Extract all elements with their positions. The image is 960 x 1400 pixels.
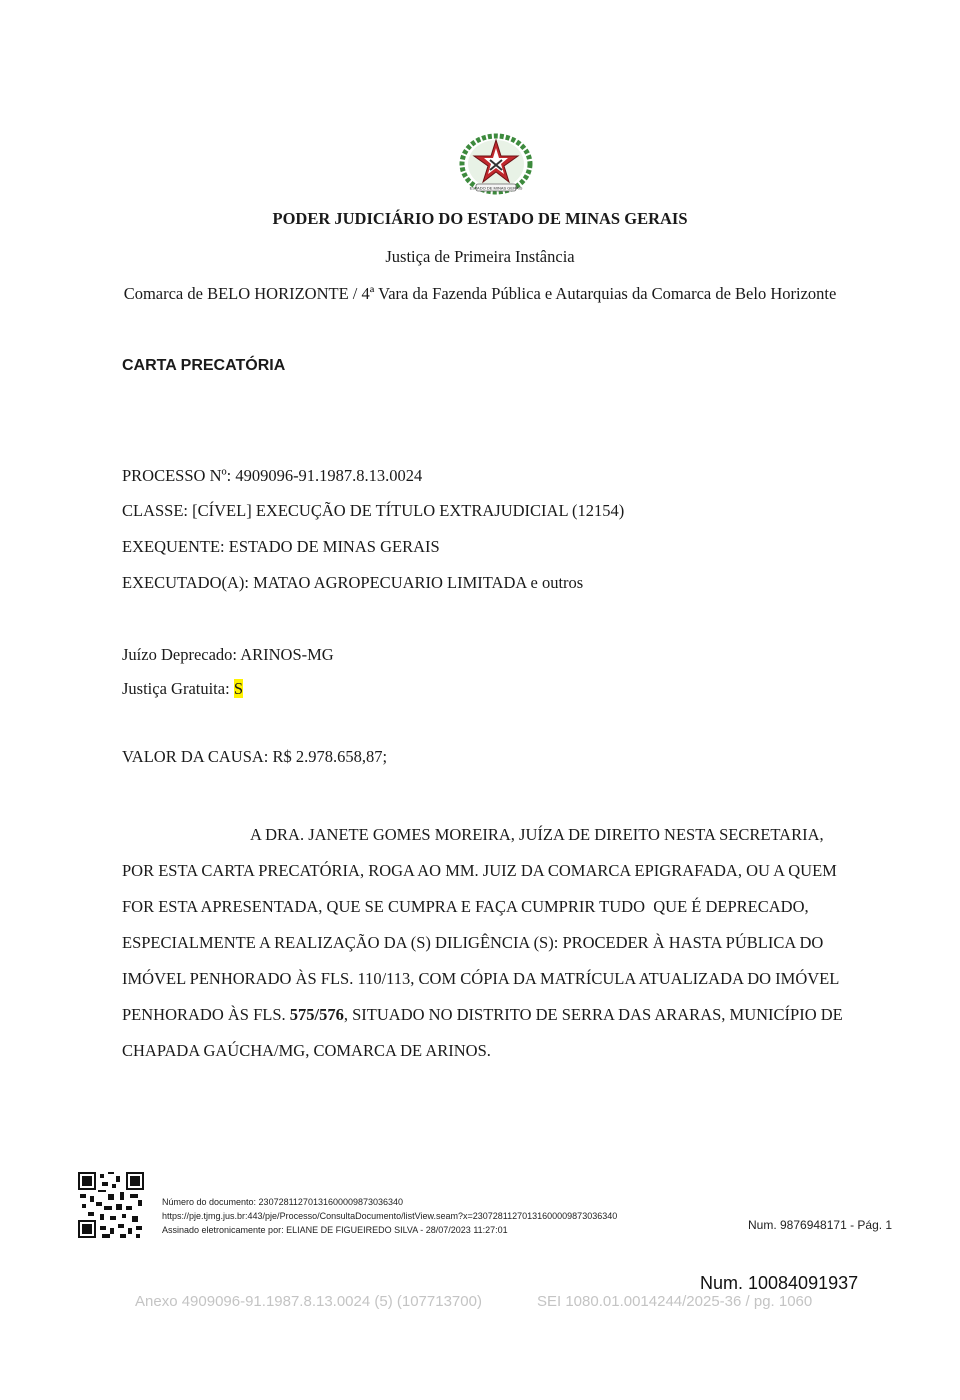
body-line-7: CHAPADA GAÚCHA/MG, COMARCA DE ARINOS.	[122, 1041, 491, 1060]
justica-gratuita-value: S	[233, 679, 243, 698]
process-class: CLASSE: [CÍVEL] EXECUÇÃO DE TÍTULO EXTRAJUDICIAL (12154)	[122, 501, 625, 520]
document-num-stamp: Num. 10084091937	[700, 1273, 859, 1293]
footer-document-number: Número do documento: 23072811270131600009873036340	[162, 1197, 404, 1207]
body-line-6	[122, 1005, 843, 1025]
process-number: PROCESSO Nº: 4909096-91.1987.8.13.0024	[122, 466, 423, 485]
body-line-5: IMÓVEL PENHORADO ÀS FLS. 110/113, COM CÓPIA DA MATRÍCULA ATUALIZADA DO IMÓVEL	[122, 969, 840, 988]
body-line-3: FOR ESTA APRESENTADA, QUE SE CUMPRA E FAÇA CUMPRIR TUDO QUE É DEPRECADO,	[122, 897, 809, 916]
footer-document-url[interactable]: https://pje.tjmg.jus.br:443/pje/Processo/ConsultaDocumento/listView.seam?x=23072811270131600009873036340	[162, 1211, 618, 1221]
watermark-anexo: Anexo 4909096-91.1987.8.13.0024 (5) (107713700)	[135, 1293, 482, 1310]
juizo-deprecado: Juízo Deprecado: ARINOS-MG	[122, 645, 334, 664]
court-subtitle: Justiça de Primeira Instância	[385, 247, 575, 266]
process-executado: EXECUTADO(A): MATAO AGROPECUARIO LIMITADA e outros	[122, 573, 584, 592]
watermark-sei: SEI 1080.01.0014244/2025-36 / pg. 1060	[537, 1293, 813, 1310]
emblem-label: ESTADO DE MINAS GERAIS	[469, 185, 523, 191]
qr-code-icon[interactable]	[78, 1172, 144, 1238]
document-type-heading: CARTA PRECATÓRIA	[122, 357, 286, 374]
court-title: PODER JUDICIÁRIO DO ESTADO DE MINAS GERAIS	[272, 209, 688, 228]
minas-gerais-coat-of-arms-icon	[456, 128, 536, 196]
body-line-6-pre: PENHORADO ÀS FLS.	[122, 1005, 290, 1024]
body-line-1: A DRA. JANETE GOMES MOREIRA, JUÍZA DE DIREITO NESTA SECRETARIA,	[250, 825, 824, 844]
valor-da-causa: VALOR DA CAUSA: R$ 2.978.658,87;	[122, 747, 388, 766]
justica-gratuita	[122, 679, 243, 699]
process-exequente: EXEQUENTE: ESTADO DE MINAS GERAIS	[122, 537, 440, 556]
footer-signature: Assinado eletronicamente por: ELIANE DE FIGUEIREDO SILVA - 28/07/2023 11:27:01	[162, 1225, 508, 1235]
body-line-6-pages: 575/576	[289, 1005, 344, 1024]
body-line-6-post: , SITUADO NO DISTRITO DE SERRA DAS ARARAS, MUNICÍPIO DE	[343, 1005, 843, 1024]
court-comarca: Comarca de BELO HORIZONTE / 4ª Vara da Fazenda Pública e Autarquias da Comarca de Belo Horizonte	[123, 284, 837, 303]
justica-gratuita-label: Justiça Gratuita:	[122, 679, 234, 698]
body-line-2: POR ESTA CARTA PRECATÓRIA, ROGA AO MM. JUIZ DA COMARCA EPIGRAFADA, OU A QUEM	[122, 861, 837, 880]
body-line-4: ESPECIALMENTE A REALIZAÇÃO DA (S) DILIGÊNCIA (S): PROCEDER À HASTA PÚBLICA DO	[122, 933, 824, 952]
footer-page-number: Num. 9876948171 - Pág. 1	[748, 1218, 893, 1232]
